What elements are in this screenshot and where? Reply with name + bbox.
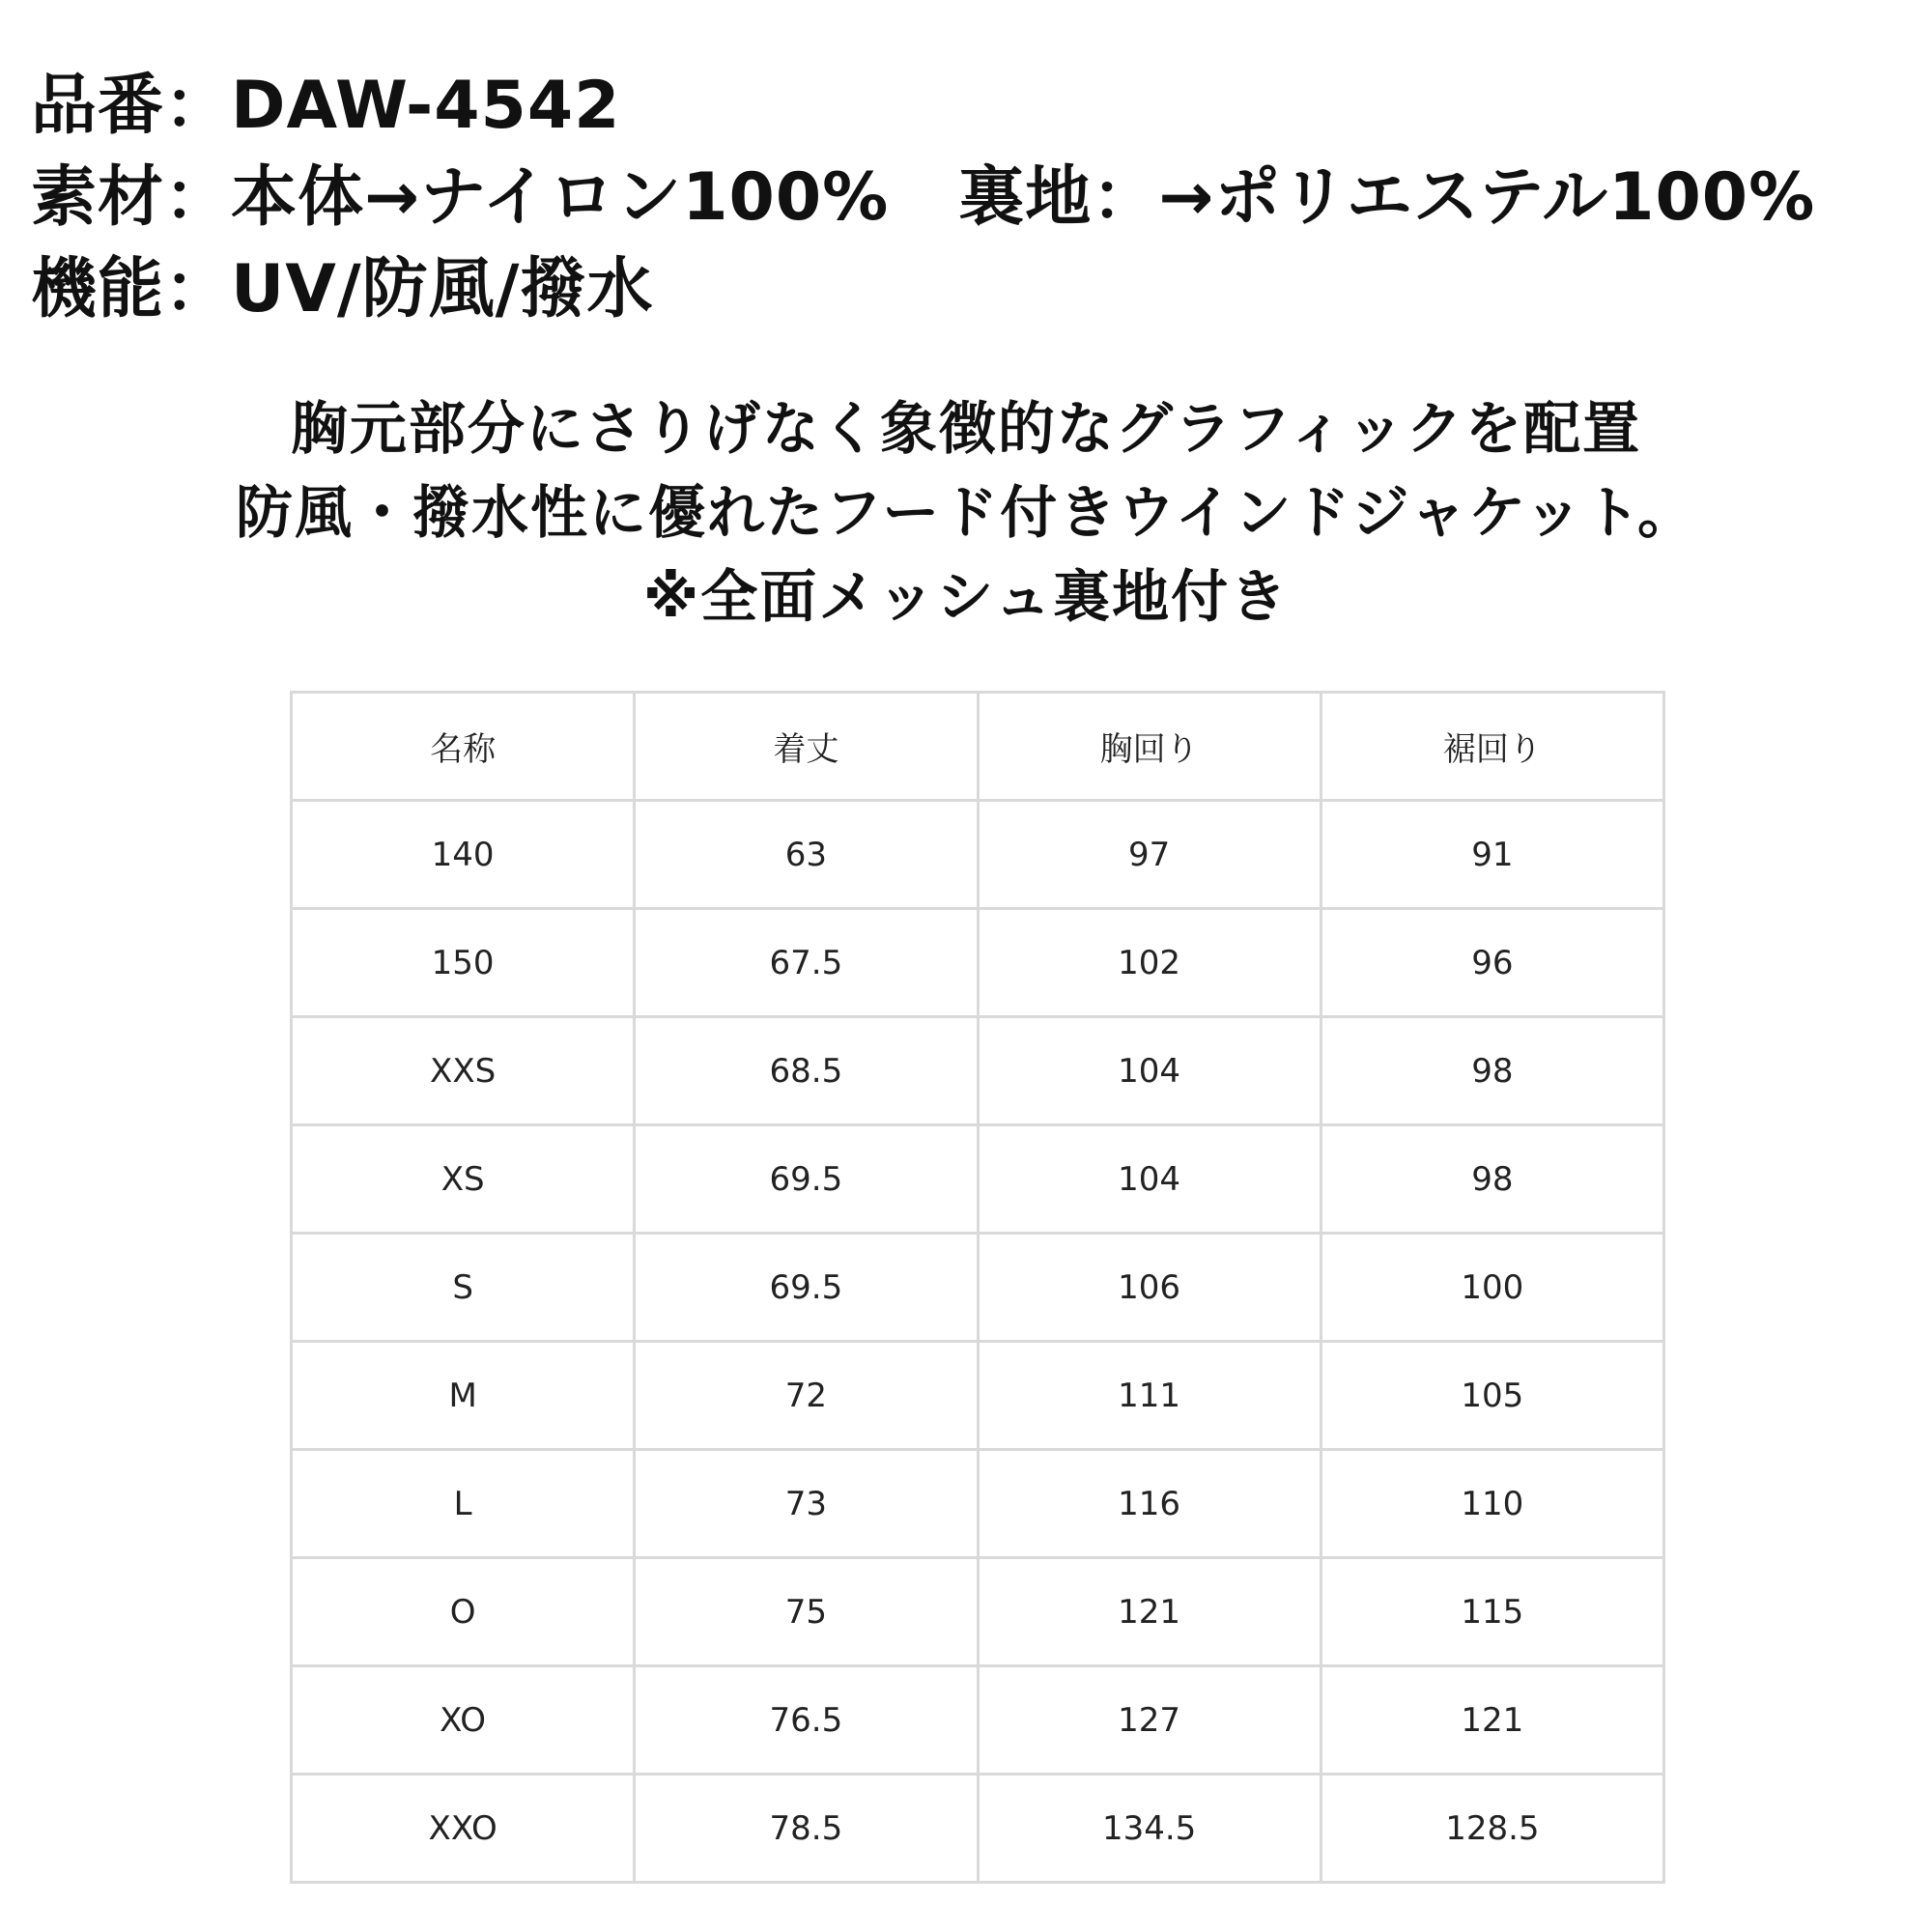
hem-cell: 121 bbox=[1321, 1666, 1663, 1775]
size-cell: O bbox=[292, 1558, 635, 1666]
product-description bbox=[0, 386, 1932, 639]
table-row bbox=[292, 1775, 1664, 1883]
hem-cell: 110 bbox=[1321, 1450, 1663, 1558]
chest-cell: 116 bbox=[978, 1450, 1321, 1558]
length-cell: 73 bbox=[635, 1450, 978, 1558]
header-hem: 裾回り bbox=[1321, 693, 1663, 801]
table-row bbox=[292, 1342, 1664, 1450]
size-cell: XXS bbox=[292, 1017, 635, 1125]
length-cell: 67.5 bbox=[635, 909, 978, 1017]
size-cell: XXO bbox=[292, 1775, 635, 1883]
size-cell: S bbox=[292, 1234, 635, 1342]
size-cell: 140 bbox=[292, 801, 635, 909]
size-cell: XO bbox=[292, 1666, 635, 1775]
size-cell: L bbox=[292, 1450, 635, 1558]
chest-cell: 104 bbox=[978, 1017, 1321, 1125]
hem-cell: 105 bbox=[1321, 1342, 1663, 1450]
table-row bbox=[292, 1234, 1664, 1342]
size-cell: XS bbox=[292, 1125, 635, 1234]
hem-cell: 115 bbox=[1321, 1558, 1663, 1666]
length-cell: 69.5 bbox=[635, 1125, 978, 1234]
material-main-text: 素材：本体→ナイロン100% bbox=[31, 159, 890, 236]
hem-cell: 98 bbox=[1321, 1017, 1663, 1125]
size-cell: 150 bbox=[292, 909, 635, 1017]
chest-cell: 106 bbox=[978, 1234, 1321, 1342]
table-row bbox=[292, 1017, 1664, 1125]
length-cell: 69.5 bbox=[635, 1234, 978, 1342]
description-line-1: 胸元部分にさりげなく象徴的なグラフィックを配置 bbox=[290, 395, 1642, 462]
hem-cell: 98 bbox=[1321, 1125, 1663, 1234]
table-row bbox=[292, 1666, 1664, 1775]
table-header-row bbox=[292, 693, 1664, 801]
hem-cell: 128.5 bbox=[1321, 1775, 1663, 1883]
chest-cell: 97 bbox=[978, 801, 1321, 909]
length-cell: 63 bbox=[635, 801, 978, 909]
function-line: 機能：UV/防風/撥水 bbox=[31, 251, 654, 327]
size-chart-table bbox=[290, 691, 1665, 1884]
description-line-3: ※全面メッシュ裏地付き bbox=[642, 563, 1290, 630]
header-name: 名称 bbox=[292, 693, 635, 801]
size-cell: M bbox=[292, 1342, 635, 1450]
header-length: 着丈 bbox=[635, 693, 978, 801]
hem-cell: 91 bbox=[1321, 801, 1663, 909]
length-cell: 72 bbox=[635, 1342, 978, 1450]
table-row bbox=[292, 1450, 1664, 1558]
table-row bbox=[292, 801, 1664, 909]
chest-cell: 104 bbox=[978, 1125, 1321, 1234]
header-chest: 胸回り bbox=[978, 693, 1321, 801]
description-line-2: 防風・撥水性に優れたフード付きウインドジャケット。 bbox=[235, 479, 1697, 546]
table-row bbox=[292, 1558, 1664, 1666]
chest-cell: 111 bbox=[978, 1342, 1321, 1450]
hem-cell: 96 bbox=[1321, 909, 1663, 1017]
hem-cell: 100 bbox=[1321, 1234, 1663, 1342]
material-line bbox=[31, 152, 1905, 243]
length-cell: 76.5 bbox=[635, 1666, 978, 1775]
length-cell: 78.5 bbox=[635, 1775, 978, 1883]
chest-cell: 121 bbox=[978, 1558, 1321, 1666]
chest-cell: 127 bbox=[978, 1666, 1321, 1775]
product-number-line: 品番：DAW-4542 bbox=[31, 68, 621, 144]
chest-cell: 134.5 bbox=[978, 1775, 1321, 1883]
length-cell: 68.5 bbox=[635, 1017, 978, 1125]
chest-cell: 102 bbox=[978, 909, 1321, 1017]
product-spec-block bbox=[31, 60, 1905, 335]
table-row bbox=[292, 909, 1664, 1017]
table-row bbox=[292, 1125, 1664, 1234]
length-cell: 75 bbox=[635, 1558, 978, 1666]
material-lining-text: 裏地：→ポリエステル100% bbox=[958, 159, 1816, 236]
